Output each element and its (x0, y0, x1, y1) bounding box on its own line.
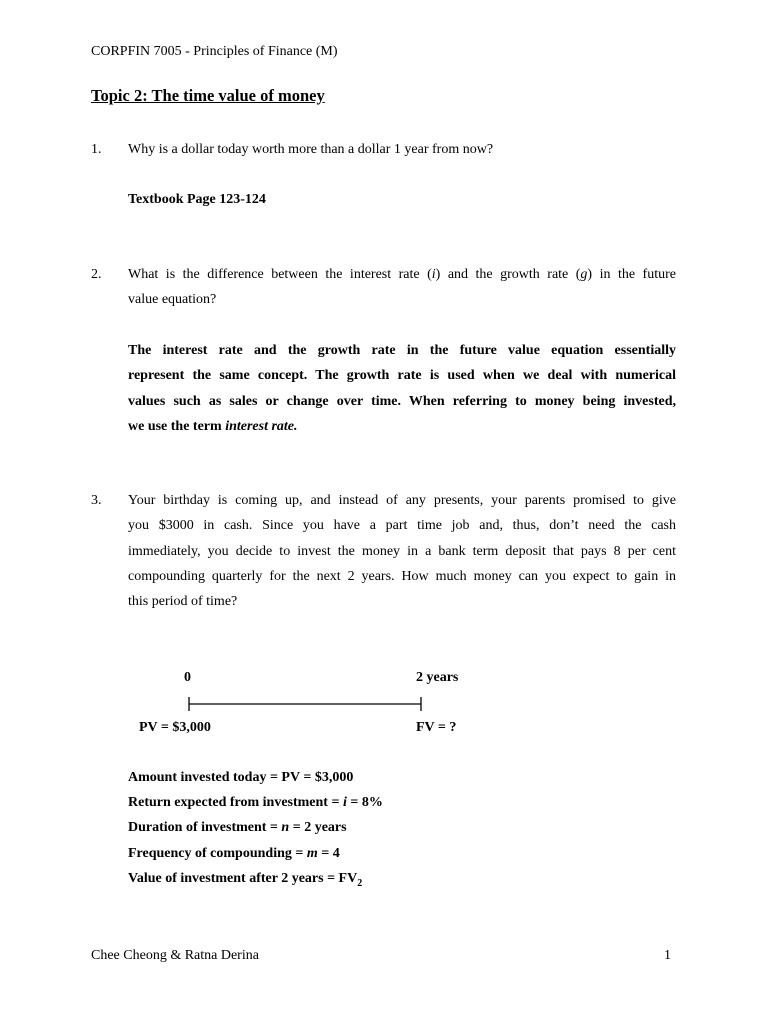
question-3-line-5: this period of time? (128, 594, 238, 610)
question-3-text (128, 488, 676, 614)
question-1-number: 1. (91, 142, 102, 157)
question-2-answer (128, 338, 676, 439)
question-2-answer-line-3: values such as sales or change over time. When referring to money being invested, (128, 393, 676, 409)
given-values (128, 765, 383, 896)
page-number: 1 (664, 948, 671, 963)
question-1-text: Why is a dollar today worth more than a dollar 1 year from now? (128, 142, 494, 157)
timeline-pv-label: PV = $3,000 (139, 720, 211, 735)
given-fv: Value of investment after 2 years = $FV_2$ (128, 870, 363, 889)
timeline-fv-label: FV = ? (416, 720, 457, 735)
question-2-line-1: What is the difference between the interest rate (i) and the growth rate (g) in the future (128, 267, 676, 282)
given-pv: Amount invested today = PV = $3,000 (128, 770, 354, 785)
topic-title: Topic 2: The time value of money (91, 86, 325, 105)
question-2-text (128, 262, 676, 313)
timeline-line (184, 694, 428, 714)
question-3-line-1: Your birthday is coming up, and instead of any presents, your parents promised to give (128, 493, 676, 508)
question-3-line-2: you $3000 in cash. Since you have a part time job and, thus, don’t need the cash (128, 518, 676, 534)
question-2-number: 2. (91, 267, 102, 282)
question-3-number: 3. (91, 493, 102, 508)
question-2-answer-line-4: we use the term interest rate. (128, 418, 298, 434)
course-header: CORPFIN 7005 - Principles of Finance (M) (91, 44, 338, 59)
question-2-line-2: value equation? (128, 292, 217, 308)
question-3-line-3: immediately, you decide to invest the money in a bank term deposit that pays 8 per cent (128, 543, 676, 559)
question-3-line-4: compounding quarterly for the next 2 years. How much money can you expect to gain in (128, 568, 676, 584)
given-rate: Return expected from investment = i = 8% (128, 795, 383, 811)
given-duration: Duration of investment = n = 2 years (128, 820, 347, 836)
footer-authors: Chee Cheong & Ratna Derina (91, 948, 259, 963)
given-frequency: Frequency of compounding = m = 4 (128, 845, 340, 861)
question-1-answer: Textbook Page 123-124 (128, 192, 266, 207)
timeline-start-label: 0 (184, 670, 191, 685)
timeline-end-label: 2 years (416, 670, 459, 685)
question-2-answer-line-1: The interest rate and the growth rate in the future value equation essentially (128, 343, 676, 358)
question-2-answer-line-2: represent the same concept. The growth rate is used when we deal with numerical (128, 368, 676, 384)
